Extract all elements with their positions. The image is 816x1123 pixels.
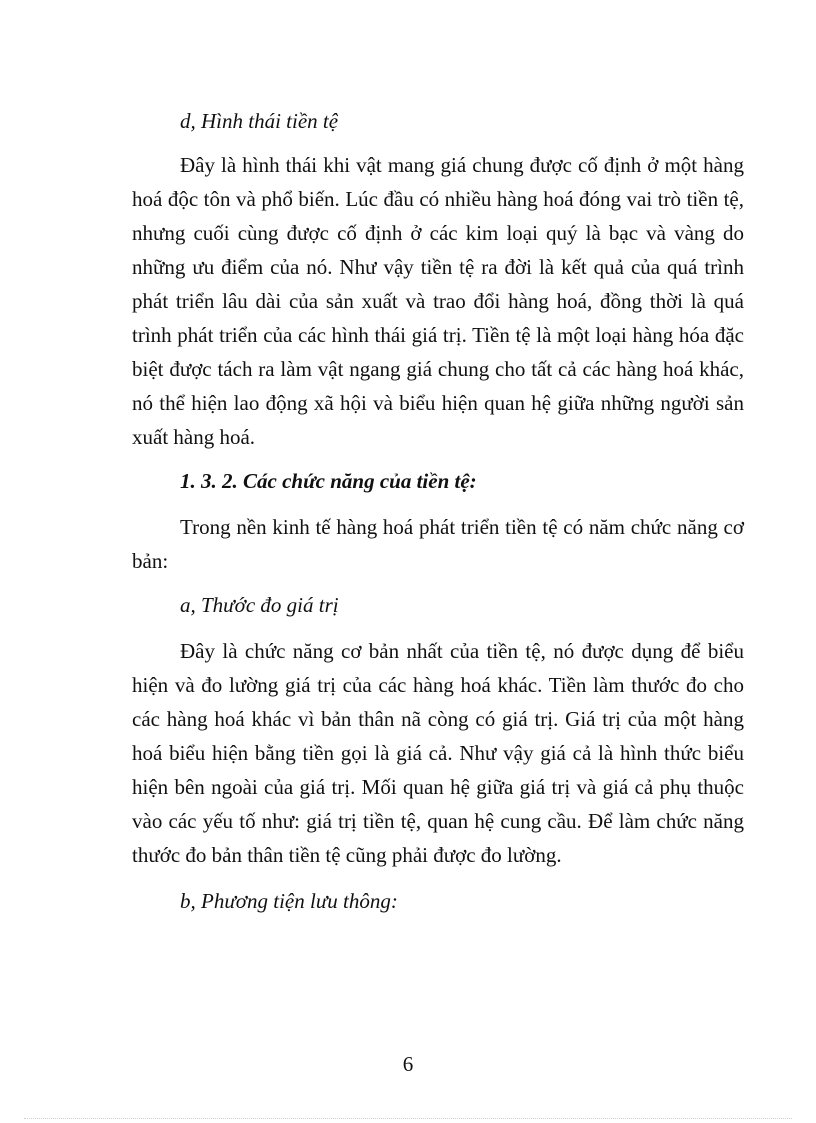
page-bottom-divider (24, 1118, 792, 1119)
heading-hinh-thai-tien-te: d, Hình thái tiền tệ (180, 109, 339, 133)
page-number: 6 (402, 1052, 414, 1076)
heading-phuong-tien-luu-thong: b, Phương tiện lưu thông: (180, 889, 398, 913)
heading-thuoc-do-gia-tri: a, Thước đo giá trị (180, 593, 339, 617)
paragraph-chuc-nang-intro: Trong nền kinh tế hàng hoá phát triển tiền tệ có năm chức năng cơ bản: (132, 515, 744, 573)
paragraph-thuoc-do-gia-tri: Đây là chức năng cơ bản nhất của tiền tệ, nó được dụng để biểu hiện và đo lường giá trị của các hàng hoá khác. Tiền làm thước đo cho các hàng hoá khác vì bản thân nã còng có giá trị. Giá trị của một hàng hoá biểu hiện bằng tiền gọi là giá cả. Như vậy giá cả là hình thức biểu hiện bên ngoài của giá trị. Mối quan hệ giữa giá trị và giá cả phụ thuộc vào các yếu tố như: giá trị tiền tệ, quan hệ cung cầu. Để làm chức năng thước đo bản thân tiền tệ cũng phải được đo lường. (132, 639, 744, 867)
paragraph-hinh-thai-tien-te: Đây là hình thái khi vật mang giá chung được cố định ở một hàng hoá độc tôn và phổ biến. Lúc đầu có nhiều hàng hoá đóng vai trò tiền tệ, nhưng cuối cùng được cố định ở các kim loại quý là bạc và vàng do những ưu điểm của nó. Như vậy tiền tệ ra đời là kết quả của quá trình phát triển lâu dài của sản xuất và trao đổi hàng hoá, đồng thời là quá trình phát triển của các hình thái giá trị. Tiền tệ là một loại hàng hóa đặc biệt được tách ra làm vật ngang giá chung cho tất cả các hàng hoá khác, nó thể hiện lao động xã hội và biểu hiện quan hệ giữa những người sản xuất hàng hoá. (132, 153, 744, 449)
heading-cac-chuc-nang: 1. 3. 2. Các chức năng của tiền tệ: (180, 469, 477, 493)
page-body (132, 104, 744, 918)
